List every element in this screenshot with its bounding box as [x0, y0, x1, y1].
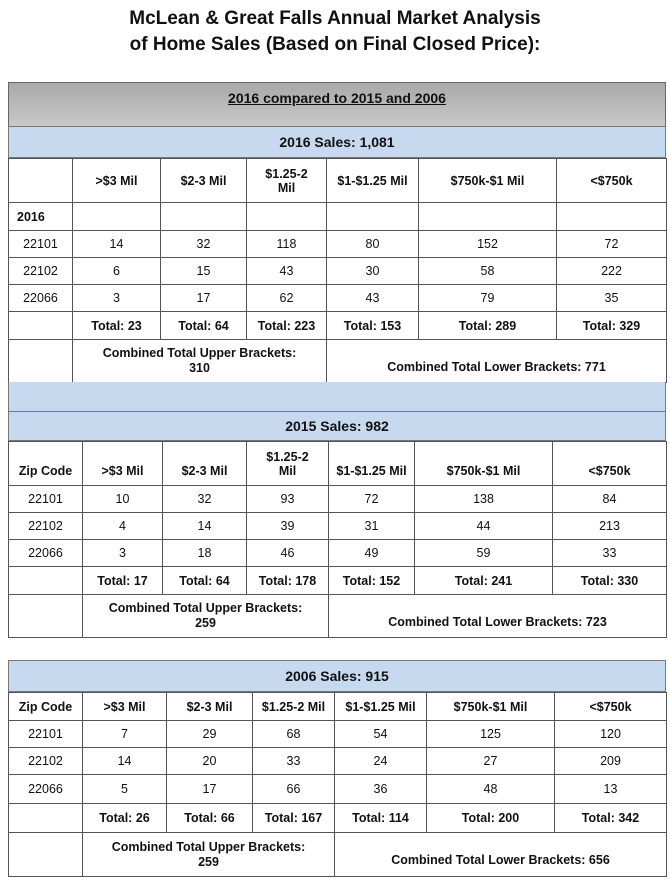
page-title — [0, 6, 670, 58]
cell: 72 — [557, 231, 667, 258]
combined-upper-label: Combined Total Upper Brackets: — [108, 601, 303, 615]
zip-code: 22066 — [9, 285, 73, 312]
total-cell: Total: 200 — [427, 804, 555, 833]
total-cell: Total: 178 — [247, 567, 329, 595]
totals-row — [9, 312, 667, 340]
cell: 120 — [555, 721, 667, 748]
cell: 14 — [163, 513, 247, 540]
cell: 30 — [327, 258, 419, 285]
cell: 32 — [163, 486, 247, 513]
combined-upper-value: 310 — [189, 361, 210, 375]
section-2016-header — [8, 126, 666, 158]
cell: 15 — [161, 258, 247, 285]
total-cell: Total: 66 — [167, 804, 253, 833]
table-row — [9, 775, 667, 804]
zip-code: 22101 — [9, 721, 83, 748]
total-cell: Total: 64 — [161, 312, 247, 340]
combined-lower-cell — [327, 340, 667, 383]
combined-upper-cell — [83, 833, 335, 877]
section-2015-header — [8, 411, 666, 441]
table-row — [9, 540, 667, 567]
column-header: $750k-$1 Mil — [427, 693, 555, 721]
total-cell: Total: 241 — [415, 567, 553, 595]
zip-code: 22102 — [9, 513, 83, 540]
corner-cell: Zip Code — [9, 442, 83, 486]
cell: 14 — [83, 748, 167, 775]
column-header: $1.25-2 Mil — [253, 693, 335, 721]
combined-upper-label: Combined Total Upper Brackets: — [111, 839, 306, 854]
section-2016-title: 2016 Sales: 1,081 — [279, 134, 395, 150]
combined-lower-cell — [335, 833, 667, 877]
cell: 29 — [167, 721, 253, 748]
column-header: >$3 Mil — [73, 159, 161, 203]
table-row — [9, 486, 667, 513]
zip-code: 22102 — [9, 258, 73, 285]
column-header: $750k-$1 Mil — [419, 159, 557, 203]
combined-upper-value: 259 — [198, 854, 219, 869]
combined-upper-label: Combined Total Upper Brackets: — [102, 346, 297, 360]
total-cell: Total: 114 — [335, 804, 427, 833]
section-spacer — [8, 382, 666, 412]
title-line-2: of Home Sales (Based on Final Closed Price): — [129, 34, 541, 55]
cell: 62 — [247, 285, 327, 312]
section-2016-table — [8, 158, 667, 383]
cell: 43 — [327, 285, 419, 312]
total-cell: Total: 152 — [329, 567, 415, 595]
combined-lower-text: Combined Total Lower Brackets: 771 — [387, 359, 606, 374]
cell: 58 — [419, 258, 557, 285]
cell: 48 — [427, 775, 555, 804]
cell: 4 — [83, 513, 163, 540]
cell: 5 — [83, 775, 167, 804]
column-header: $1-$1.25 Mil — [329, 442, 415, 486]
table-header-row — [9, 442, 667, 486]
cell: 17 — [167, 775, 253, 804]
cell: 84 — [553, 486, 667, 513]
section-2015-title: 2015 Sales: 982 — [285, 418, 389, 434]
totals-row — [9, 567, 667, 595]
cell: 118 — [247, 231, 327, 258]
total-cell: Total: 342 — [555, 804, 667, 833]
cell: 79 — [419, 285, 557, 312]
cell: 59 — [415, 540, 553, 567]
cell: 3 — [73, 285, 161, 312]
zip-code: 22102 — [9, 748, 83, 775]
cell: 24 — [335, 748, 427, 775]
corner-cell — [9, 159, 73, 203]
table-row — [9, 285, 667, 312]
cell: 33 — [253, 748, 335, 775]
cell: 68 — [253, 721, 335, 748]
total-cell: Total: 167 — [253, 804, 335, 833]
zip-code: 22101 — [9, 231, 73, 258]
combined-lower-cell — [329, 595, 667, 638]
cell: 13 — [555, 775, 667, 804]
cell: 7 — [83, 721, 167, 748]
combined-upper-value: 259 — [195, 616, 216, 630]
cell: 31 — [329, 513, 415, 540]
cell: 152 — [419, 231, 557, 258]
cell: 43 — [247, 258, 327, 285]
zip-code: 22066 — [9, 775, 83, 804]
cell: 44 — [415, 513, 553, 540]
total-cell: Total: 330 — [553, 567, 667, 595]
cell: 80 — [327, 231, 419, 258]
combined-lower-text: Combined Total Lower Brackets: 723 — [388, 614, 607, 629]
column-header: >$3 Mil — [83, 693, 167, 721]
cell: 33 — [553, 540, 667, 567]
column-header: $2-3 Mil — [167, 693, 253, 721]
column-header: <$750k — [555, 693, 667, 721]
combined-row — [9, 833, 667, 877]
column-header: $750k-$1 Mil — [415, 442, 553, 486]
cell: 138 — [415, 486, 553, 513]
title-line-1: McLean & Great Falls Annual Market Analysis — [129, 8, 541, 29]
column-header: $1-$1.25 Mil — [327, 159, 419, 203]
section-2006-table — [8, 692, 667, 877]
cell: 3 — [83, 540, 163, 567]
year-row — [9, 203, 667, 231]
combined-upper-cell — [83, 595, 329, 638]
cell: 222 — [557, 258, 667, 285]
section-2015-table — [8, 441, 667, 638]
table-header-row — [9, 159, 667, 203]
cell: 32 — [161, 231, 247, 258]
cell: 49 — [329, 540, 415, 567]
cell: 209 — [555, 748, 667, 775]
section-2006-title: 2006 Sales: 915 — [285, 668, 389, 684]
column-header: >$3 Mil — [83, 442, 163, 486]
totals-row — [9, 804, 667, 833]
table-row — [9, 721, 667, 748]
cell: 20 — [167, 748, 253, 775]
column-header: <$750k — [553, 442, 667, 486]
corner-cell: Zip Code — [9, 693, 83, 721]
cell: 72 — [329, 486, 415, 513]
year-label: 2016 — [9, 203, 73, 231]
comparison-banner-text: 2016 compared to 2015 and 2006 — [228, 90, 446, 106]
cell: 6 — [73, 258, 161, 285]
cell: 39 — [247, 513, 329, 540]
cell: 213 — [553, 513, 667, 540]
cell: 66 — [253, 775, 335, 804]
combined-row — [9, 340, 667, 383]
column-header: $1.25-2 Mil — [247, 442, 329, 486]
column-header: $1-$1.25 Mil — [335, 693, 427, 721]
zip-code: 22101 — [9, 486, 83, 513]
column-header: $2-3 Mil — [163, 442, 247, 486]
cell: 125 — [427, 721, 555, 748]
cell: 93 — [247, 486, 329, 513]
combined-lower-text: Combined Total Lower Brackets: 656 — [391, 853, 610, 867]
total-cell: Total: 23 — [73, 312, 161, 340]
table-header-row — [9, 693, 667, 721]
column-header: $2-3 Mil — [161, 159, 247, 203]
cell: 35 — [557, 285, 667, 312]
total-cell: Total: 289 — [419, 312, 557, 340]
total-cell: Total: 329 — [557, 312, 667, 340]
cell: 27 — [427, 748, 555, 775]
cell: 36 — [335, 775, 427, 804]
cell: 18 — [163, 540, 247, 567]
cell: 17 — [161, 285, 247, 312]
combined-row — [9, 595, 667, 638]
table-row — [9, 748, 667, 775]
total-cell: Total: 153 — [327, 312, 419, 340]
total-cell: Total: 26 — [83, 804, 167, 833]
cell: 14 — [73, 231, 161, 258]
cell: 54 — [335, 721, 427, 748]
column-header: <$750k — [557, 159, 667, 203]
table-row — [9, 258, 667, 285]
column-header: $1.25-2 Mil — [247, 159, 327, 203]
section-2006-header — [8, 660, 666, 692]
cell: 10 — [83, 486, 163, 513]
zip-code: 22066 — [9, 540, 83, 567]
total-cell: Total: 17 — [83, 567, 163, 595]
cell: 46 — [247, 540, 329, 567]
total-cell: Total: 223 — [247, 312, 327, 340]
combined-upper-cell — [73, 340, 327, 383]
table-row — [9, 513, 667, 540]
comparison-banner — [8, 82, 666, 127]
table-row — [9, 231, 667, 258]
total-cell: Total: 64 — [163, 567, 247, 595]
